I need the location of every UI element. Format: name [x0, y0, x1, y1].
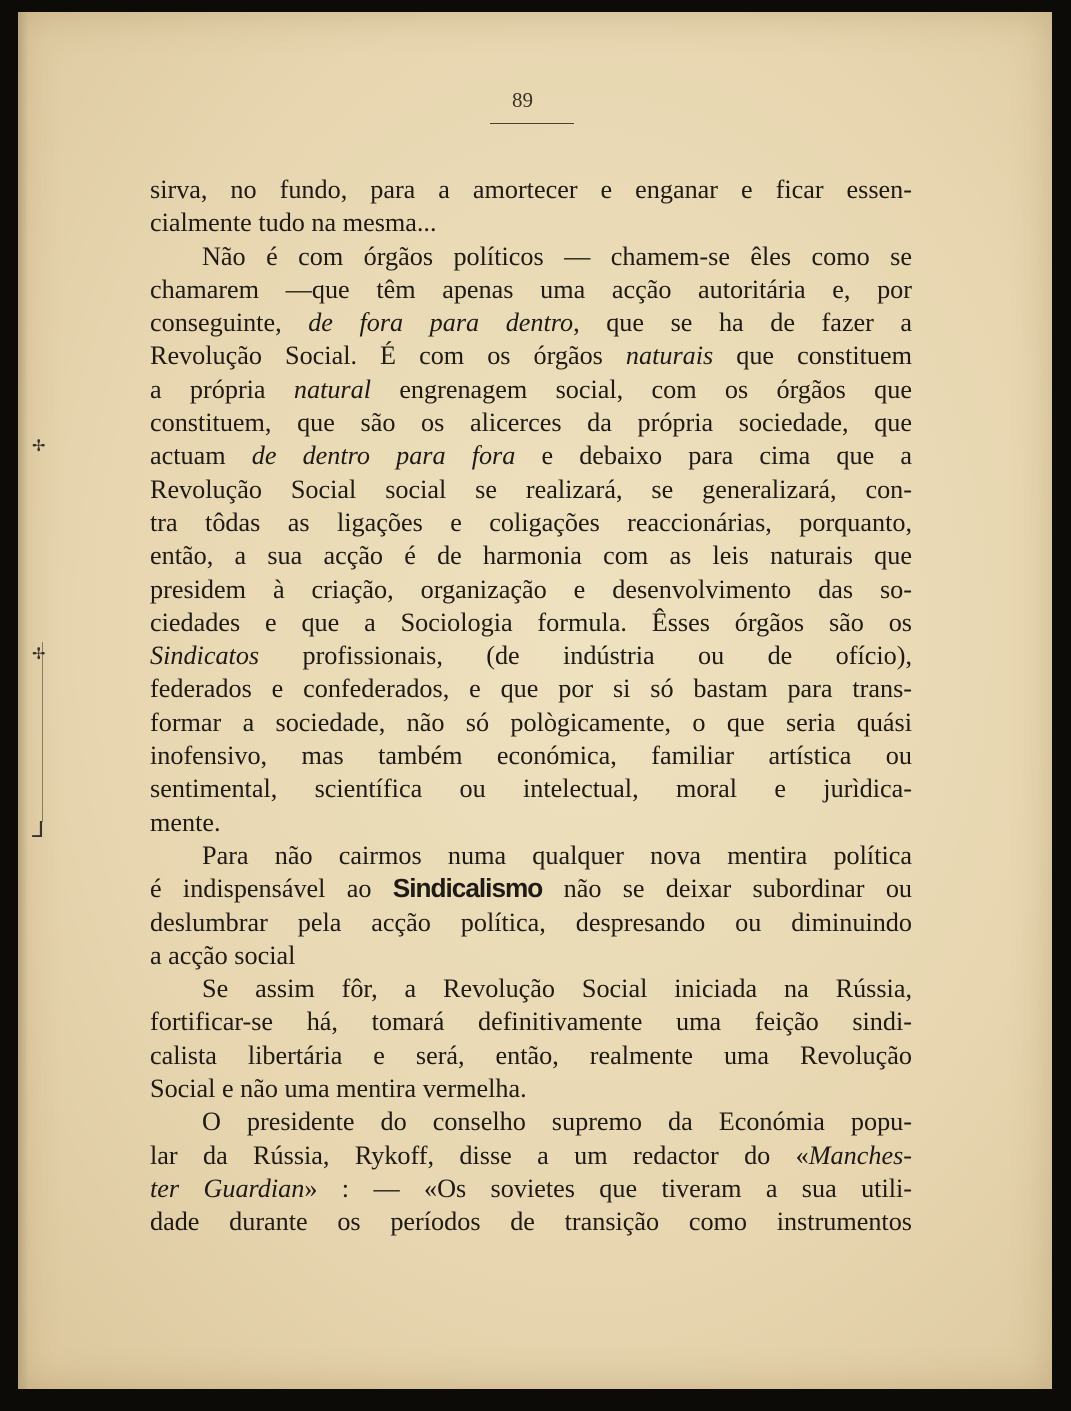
text-line: [150, 406, 912, 439]
text-line: [150, 240, 912, 273]
text-segment: sirva, no fundo, para a amortecer e enganar e ficar essen-: [150, 175, 912, 204]
text-line: [150, 1039, 912, 1072]
text-segment: profissionais, (de indústria ou de ofício),: [259, 641, 912, 671]
text-segment: que constituem: [713, 341, 912, 371]
text-line: [150, 939, 912, 972]
text-segment: federados e confederados, e que por si só bastam para trans-: [150, 674, 912, 704]
text-segment: mente.: [150, 807, 221, 837]
text-italic-segment: de dentro para fora: [251, 441, 516, 471]
margin-l-mark-icon: ⅃: [32, 818, 45, 843]
text-line: [150, 1072, 912, 1105]
text-segment: inofensivo, mas também económica, familiar artística ou: [150, 741, 912, 771]
text-segment: Revolução Social. É com os órgãos: [150, 341, 626, 371]
text-line: [150, 672, 912, 705]
header-rule: [490, 123, 574, 124]
text-line: [150, 606, 912, 639]
text-italic-segment: Manches-: [808, 1140, 912, 1170]
text-line: [150, 839, 912, 872]
text-line: [150, 439, 912, 472]
text-line: [150, 1139, 912, 1172]
text-segment: engrenagem social, com os órgãos que: [371, 374, 912, 404]
text-line: [150, 1005, 912, 1038]
text-line: [150, 273, 912, 306]
margin-pencil-line: [42, 642, 43, 822]
text-segment: Se assim fôr, a Revolução Social iniciada na Rússia,: [202, 974, 912, 1004]
text-segment: Social e não uma mentira vermelha.: [150, 1074, 527, 1104]
text-line: [150, 972, 912, 1005]
text-line: [150, 639, 912, 672]
text-segment: presidem à criação, organização e desenvolvimento das so-: [150, 574, 912, 604]
text-segment: O presidente do conselho supremo da Económia popu-: [202, 1107, 912, 1137]
text-line: [150, 706, 912, 739]
text-line: [150, 473, 912, 506]
text-segment: formar a sociedade, não só pològicamente, o que seria quási: [150, 707, 912, 737]
text-line: [150, 1105, 912, 1138]
page-gutter-shadow: [18, 12, 28, 1389]
text-line: [150, 1205, 912, 1238]
text-segment: deslumbrar pela acção política, despresando ou diminuindo: [150, 907, 912, 937]
text-italic-segment: Sindicatos: [150, 641, 260, 671]
text-line: [150, 539, 912, 572]
text-line: [150, 339, 912, 372]
text-segment: chamarem —que têm apenas uma acção autoritária e, por: [150, 274, 912, 304]
text-italic-segment: natural: [293, 374, 371, 404]
text-line: [150, 373, 912, 406]
margin-cross-mark-icon: ✢: [32, 436, 46, 455]
text-segment: dade durante os períodos de transição como instrumentos: [150, 1207, 912, 1237]
text-segment: é indispensável ao: [150, 874, 393, 904]
text-segment: Revolução Social social se realizará, se generalizará, con-: [150, 474, 912, 504]
text-line: [150, 506, 912, 539]
text-italic-segment: naturais: [625, 341, 714, 371]
text-segment: constituem, que são os alicerces da própria sociedade, que: [150, 408, 912, 438]
text-italic-segment: ter Guardian: [150, 1173, 305, 1203]
margin-cross-mark-icon: ✢: [32, 644, 46, 663]
text-emph-segment: Sindicalismo: [392, 873, 543, 904]
text-segment: cialmente tudo na mesma...: [150, 208, 437, 238]
text-segment: a acção social: [150, 940, 296, 970]
body-text: [150, 173, 912, 1239]
text-italic-segment: de fora para dentro: [308, 308, 574, 338]
text-segment: Para não cairmos numa qualquer nova mentira política: [202, 840, 912, 870]
text-line: [150, 906, 912, 939]
text-segment: a própria: [150, 374, 294, 404]
text-segment: sentimental, scientífica ou intelectual, moral e jurìdica-: [150, 774, 912, 804]
text-segment: , que se ha de fazer a: [573, 308, 912, 338]
page-number: 89: [512, 88, 533, 112]
text-segment: tra tôdas as ligações e coligações reaccionárias, porquanto,: [150, 507, 912, 537]
text-segment: conseguinte,: [150, 308, 309, 338]
text-line: [150, 806, 912, 839]
text-segment: calista libertária e será, então, realmente uma Revolução: [150, 1040, 912, 1070]
book-page: [18, 12, 1052, 1389]
text-segment: » : — «Os sovietes que tiveram a sua utili-: [304, 1173, 912, 1203]
text-segment: fortificar-se há, tomará definitivamente uma feição sindi-: [150, 1007, 912, 1037]
text-line: [150, 573, 912, 606]
text-segment: ciedades e que a Sociologia formula. Êsses órgãos são os: [150, 607, 912, 637]
text-line: [150, 173, 912, 206]
text-segment: não se deixar subordinar ou: [542, 874, 913, 904]
text-line: [150, 872, 912, 905]
text-line: [150, 772, 912, 805]
text-line: [150, 306, 912, 339]
text-segment: então, a sua acção é de harmonia com as leis naturais que: [150, 541, 912, 571]
text-line: [150, 739, 912, 772]
text-line: [150, 1172, 912, 1205]
text-line: [150, 206, 912, 239]
text-segment: e debaixo para cima que a: [515, 441, 912, 471]
text-segment: actuam: [150, 441, 252, 471]
text-segment: Não é com órgãos políticos — chamem-se êles como se: [202, 241, 912, 271]
text-segment: lar da Rússia, Rykoff, disse a um redactor do «: [150, 1140, 809, 1170]
